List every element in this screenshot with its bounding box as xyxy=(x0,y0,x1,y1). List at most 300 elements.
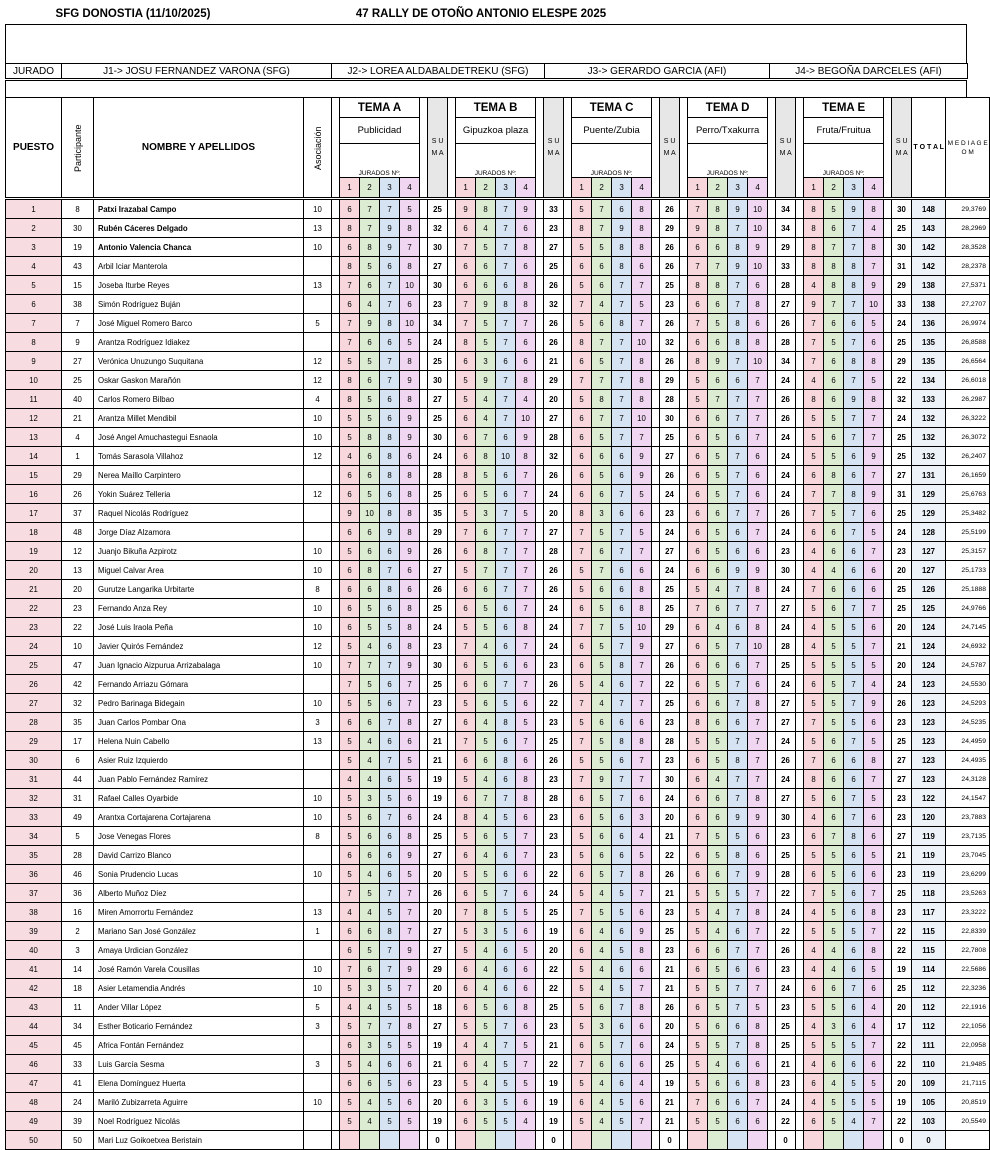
spacer-cell xyxy=(652,409,660,428)
spacer-cell xyxy=(332,1112,340,1131)
suma-cell: 27 xyxy=(544,238,564,257)
score-cell: 6 xyxy=(380,333,400,352)
score-cell: 6 xyxy=(572,656,592,675)
score-cell: 6 xyxy=(824,770,844,789)
score-cell: 5 xyxy=(380,1112,400,1131)
score-cell: 7 xyxy=(572,371,592,390)
score-cell: 7 xyxy=(708,257,728,276)
spacer-cell xyxy=(420,295,428,314)
score-cell: 6 xyxy=(572,485,592,504)
spacer-cell xyxy=(536,542,544,561)
spacer-cell xyxy=(768,485,776,504)
spacer-left xyxy=(332,98,340,198)
suma-cell: 19 xyxy=(544,922,564,941)
score-cell: 5 xyxy=(360,675,380,694)
score-cell: 4 xyxy=(592,922,612,941)
spacer-cell xyxy=(448,1017,456,1036)
participante-cell: 16 xyxy=(62,903,94,922)
score-cell: 6 xyxy=(360,542,380,561)
media-cell: 26,1659 xyxy=(946,466,990,485)
score-cell: 4 xyxy=(360,751,380,770)
total-cell: 132 xyxy=(912,447,946,466)
table-row xyxy=(6,371,990,390)
spacer-cell xyxy=(448,770,456,789)
spacer-cell xyxy=(884,523,892,542)
spacer-cell xyxy=(332,1055,340,1074)
score-cell: 6 xyxy=(592,314,612,333)
score-cell: 9 xyxy=(728,808,748,827)
suma-cell: 34 xyxy=(776,352,796,371)
asociacion-cell xyxy=(304,1074,332,1093)
spacer-cell xyxy=(768,371,776,390)
name-cell: Fernando Arriazu Gómara xyxy=(94,675,304,694)
judge-number: 4 xyxy=(400,178,420,198)
asociacion-cell: 3 xyxy=(304,713,332,732)
score-cell: 6 xyxy=(340,295,360,314)
spacer-cell xyxy=(884,542,892,561)
score-cell: 4 xyxy=(824,561,844,580)
media-cell: 29,3769 xyxy=(946,200,990,219)
suma-cell: 28 xyxy=(660,732,680,751)
asociacion-header: Asociación xyxy=(304,98,332,198)
score-cell: 6 xyxy=(708,504,728,523)
tema-0-subject: Publicidad xyxy=(340,118,420,144)
score-cell: 5 xyxy=(632,846,652,865)
score-cell: 6 xyxy=(456,1055,476,1074)
spacer-cell xyxy=(564,846,572,865)
score-cell: 8 xyxy=(748,618,768,637)
spacer-cell xyxy=(536,371,544,390)
suma-cell: 26 xyxy=(544,561,564,580)
judge-number: 4 xyxy=(516,178,536,198)
score-cell: 5 xyxy=(824,865,844,884)
suma-cell: 24 xyxy=(544,637,564,656)
spacer-cell xyxy=(652,1055,660,1074)
spacer-cell xyxy=(564,276,572,295)
score-cell: 8 xyxy=(864,751,884,770)
spacer-cell xyxy=(564,770,572,789)
score-cell: 6 xyxy=(708,808,728,827)
score-cell: 5 xyxy=(380,1074,400,1093)
media-cell: 22,3236 xyxy=(946,979,990,998)
score-cell: 7 xyxy=(728,409,748,428)
score-cell xyxy=(612,1131,632,1150)
score-cell: 6 xyxy=(688,789,708,808)
score-cell: 9 xyxy=(748,865,768,884)
spacer-cell xyxy=(884,770,892,789)
spacer-cell xyxy=(420,732,428,751)
spacer-cell xyxy=(420,789,428,808)
spacer-cell xyxy=(448,219,456,238)
table-row xyxy=(6,485,990,504)
media-cell: 21,9485 xyxy=(946,1055,990,1074)
score-cell: 4 xyxy=(708,922,728,941)
spacer-cell xyxy=(448,865,456,884)
score-cell: 5 xyxy=(824,694,844,713)
score-cell: 5 xyxy=(360,485,380,504)
participante-cell: 28 xyxy=(62,846,94,865)
spacer-cell xyxy=(796,770,804,789)
score-cell: 8 xyxy=(476,447,496,466)
suma-cell: 24 xyxy=(776,675,796,694)
score-cell: 7 xyxy=(632,428,652,447)
score-cell: 7 xyxy=(844,599,864,618)
puesto-cell: 42 xyxy=(6,979,62,998)
score-cell: 5 xyxy=(516,941,536,960)
score-cell: 4 xyxy=(804,371,824,390)
score-cell xyxy=(844,1131,864,1150)
spacer-cell xyxy=(652,485,660,504)
spacer-cell xyxy=(420,219,428,238)
spacer-cell xyxy=(448,1131,456,1150)
participante-cell: 4 xyxy=(62,428,94,447)
participante-cell: 34 xyxy=(62,1017,94,1036)
score-cell: 4 xyxy=(824,1074,844,1093)
spacer-cell xyxy=(884,257,892,276)
score-cell: 5 xyxy=(476,466,496,485)
score-cell: 5 xyxy=(340,1055,360,1074)
score-cell: 5 xyxy=(456,618,476,637)
suma-cell: 27 xyxy=(776,295,796,314)
score-cell: 7 xyxy=(340,656,360,675)
asociacion-cell: 10 xyxy=(304,428,332,447)
score-cell: 6 xyxy=(400,1074,420,1093)
score-cell: 5 xyxy=(360,599,380,618)
spacer-cell xyxy=(536,998,544,1017)
spacer-cell xyxy=(420,998,428,1017)
score-cell: 6 xyxy=(688,960,708,979)
spacer-cell xyxy=(564,1055,572,1074)
score-cell: 7 xyxy=(804,352,824,371)
spacer-cell xyxy=(884,200,892,219)
jurados-label: JURADOS Nº: xyxy=(340,144,420,178)
score-cell: 6 xyxy=(708,713,728,732)
suma-cell: 24 xyxy=(892,523,912,542)
score-cell: 8 xyxy=(496,751,516,770)
spacer-cell xyxy=(884,751,892,770)
name-cell: Raquel Nicolás Rodríguez xyxy=(94,504,304,523)
sheet-header xyxy=(5,8,967,24)
table-row xyxy=(6,960,990,979)
score-cell: 4 xyxy=(340,447,360,466)
score-cell: 7 xyxy=(496,333,516,352)
score-cell: 5 xyxy=(632,295,652,314)
judge-number: 2 xyxy=(824,178,844,198)
puesto-cell: 48 xyxy=(6,1093,62,1112)
participante-cell: 14 xyxy=(62,960,94,979)
score-cell: 8 xyxy=(456,333,476,352)
score-cell: 6 xyxy=(688,409,708,428)
spacer-left xyxy=(564,98,572,198)
spacer-cell xyxy=(768,200,776,219)
score-cell: 7 xyxy=(592,618,612,637)
spacer-cell xyxy=(884,390,892,409)
spacer-cell xyxy=(796,1131,804,1150)
score-cell: 3 xyxy=(824,1017,844,1036)
table-row xyxy=(6,751,990,770)
spacer-cell xyxy=(884,1112,892,1131)
puesto-cell: 4 xyxy=(6,257,62,276)
suma-cell: 28 xyxy=(428,466,448,485)
spacer-cell xyxy=(448,428,456,447)
score-cell: 5 xyxy=(496,922,516,941)
spacer-cell xyxy=(448,561,456,580)
score-cell: 6 xyxy=(572,466,592,485)
suma-cell: 30 xyxy=(428,428,448,447)
spacer-cell xyxy=(884,732,892,751)
score-cell: 5 xyxy=(688,390,708,409)
score-cell: 4 xyxy=(804,561,824,580)
spacer-cell xyxy=(680,409,688,428)
spacer-cell xyxy=(332,504,340,523)
score-cell: 7 xyxy=(748,523,768,542)
jurados-label: JURADOS Nº: xyxy=(572,144,652,178)
spacer-cell xyxy=(768,428,776,447)
suma-cell: 29 xyxy=(892,352,912,371)
score-cell: 7 xyxy=(688,314,708,333)
media-cell: 26,3072 xyxy=(946,428,990,447)
score-cell: 5 xyxy=(496,1055,516,1074)
spacer-cell xyxy=(564,219,572,238)
spacer-cell xyxy=(884,960,892,979)
score-cell: 6 xyxy=(360,580,380,599)
participante-cell: 47 xyxy=(62,656,94,675)
score-cell: 6 xyxy=(340,922,360,941)
score-cell: 6 xyxy=(380,637,400,656)
score-cell xyxy=(748,1131,768,1150)
spacer-cell xyxy=(332,1093,340,1112)
score-cell: 6 xyxy=(572,922,592,941)
spacer-cell xyxy=(680,352,688,371)
score-cell: 5 xyxy=(804,656,824,675)
spacer-cell xyxy=(564,675,572,694)
score-cell: 6 xyxy=(496,656,516,675)
score-cell: 9 xyxy=(864,447,884,466)
puesto-cell: 13 xyxy=(6,428,62,447)
spacer-cell xyxy=(796,219,804,238)
score-cell: 4 xyxy=(476,941,496,960)
score-cell: 7 xyxy=(632,694,652,713)
score-cell: 6 xyxy=(844,846,864,865)
score-cell: 8 xyxy=(748,333,768,352)
spacer-cell xyxy=(680,922,688,941)
score-cell: 6 xyxy=(804,827,824,846)
suma-cell: 20 xyxy=(660,808,680,827)
score-cell: 8 xyxy=(340,257,360,276)
spacer-cell xyxy=(768,1074,776,1093)
score-cell: 5 xyxy=(360,694,380,713)
name-cell: Rafael Calles Oyarbide xyxy=(94,789,304,808)
spacer-right xyxy=(536,98,544,198)
spacer-cell xyxy=(448,295,456,314)
score-cell: 5 xyxy=(708,485,728,504)
table-row xyxy=(6,637,990,656)
judge-number: 1 xyxy=(688,178,708,198)
spacer-cell xyxy=(652,200,660,219)
participante-cell: 9 xyxy=(62,333,94,352)
total-cell: 123 xyxy=(912,751,946,770)
spacer-cell xyxy=(680,694,688,713)
spacer-cell xyxy=(768,713,776,732)
asociacion-cell: 10 xyxy=(304,789,332,808)
score-cell: 3 xyxy=(592,1017,612,1036)
spacer-cell xyxy=(796,1112,804,1131)
asociacion-cell: 3 xyxy=(304,1055,332,1074)
score-cell: 10 xyxy=(496,447,516,466)
score-cell: 7 xyxy=(516,637,536,656)
spacer-cell xyxy=(332,219,340,238)
spacer-cell xyxy=(332,922,340,941)
suma-cell: 22 xyxy=(544,960,564,979)
spacer-cell xyxy=(536,941,544,960)
score-cell: 5 xyxy=(496,1093,516,1112)
score-cell: 4 xyxy=(476,960,496,979)
spacer-cell xyxy=(680,960,688,979)
total-cell: 124 xyxy=(912,656,946,675)
score-cell: 8 xyxy=(728,333,748,352)
spacer-cell xyxy=(652,333,660,352)
suma-cell: 19 xyxy=(428,1112,448,1131)
score-cell: 8 xyxy=(632,200,652,219)
spacer-cell xyxy=(332,713,340,732)
score-cell: 6 xyxy=(516,808,536,827)
spacer-cell xyxy=(536,485,544,504)
media-cell: 25,6763 xyxy=(946,485,990,504)
name-cell: Carlos Romero Bilbao xyxy=(94,390,304,409)
score-cell: 5 xyxy=(456,827,476,846)
score-cell: 7 xyxy=(728,789,748,808)
puesto-cell: 15 xyxy=(6,466,62,485)
spacer-cell xyxy=(884,865,892,884)
score-cell: 7 xyxy=(824,827,844,846)
spacer-left xyxy=(796,98,804,198)
score-cell: 6 xyxy=(456,580,476,599)
spacer-cell xyxy=(564,751,572,770)
score-cell: 9 xyxy=(688,219,708,238)
score-cell: 5 xyxy=(804,409,824,428)
spacer-cell xyxy=(768,941,776,960)
score-cell: 6 xyxy=(340,941,360,960)
spacer-cell xyxy=(796,1017,804,1036)
suma-cell: 25 xyxy=(892,428,912,447)
suma-cell: 31 xyxy=(892,257,912,276)
score-cell: 8 xyxy=(632,732,652,751)
name-cell: Asier Ruiz Izquierdo xyxy=(94,751,304,770)
suma-cell: 22 xyxy=(544,1055,564,1074)
spacer-cell xyxy=(448,371,456,390)
spacer-cell xyxy=(796,371,804,390)
suma-cell: 24 xyxy=(892,314,912,333)
score-cell: 6 xyxy=(380,1055,400,1074)
score-cell: 7 xyxy=(612,371,632,390)
asociacion-cell: 5 xyxy=(304,314,332,333)
suma-cell: 21 xyxy=(660,1093,680,1112)
table-row xyxy=(6,884,990,903)
spacer-cell xyxy=(536,960,544,979)
suma-cell: 23 xyxy=(776,827,796,846)
participante-cell: 8 xyxy=(62,200,94,219)
score-cell: 7 xyxy=(516,675,536,694)
suma-cell: 29 xyxy=(428,960,448,979)
suma-cell: 32 xyxy=(892,390,912,409)
suma-cell: 25 xyxy=(544,732,564,751)
spacer-cell xyxy=(652,960,660,979)
score-cell: 7 xyxy=(380,751,400,770)
spacer-cell xyxy=(332,466,340,485)
score-cell: 8 xyxy=(632,599,652,618)
judge-number: 1 xyxy=(804,178,824,198)
score-cell: 6 xyxy=(340,713,360,732)
spacer-right xyxy=(768,98,776,198)
score-cell: 8 xyxy=(400,1017,420,1036)
score-cell: 6 xyxy=(804,466,824,485)
score-cell: 6 xyxy=(380,732,400,751)
spacer-cell xyxy=(652,580,660,599)
score-cell: 9 xyxy=(516,428,536,447)
score-cell: 7 xyxy=(748,732,768,751)
score-cell: 6 xyxy=(456,675,476,694)
score-cell: 6 xyxy=(824,390,844,409)
spacer-cell xyxy=(884,485,892,504)
asociacion-cell: 10 xyxy=(304,960,332,979)
spacer-cell xyxy=(332,998,340,1017)
score-cell: 5 xyxy=(400,200,420,219)
score-cell: 5 xyxy=(572,1074,592,1093)
media-cell: 23,3222 xyxy=(946,903,990,922)
media-cell: 26,6564 xyxy=(946,352,990,371)
spacer-cell xyxy=(564,257,572,276)
score-cell: 6 xyxy=(632,1017,652,1036)
score-cell: 9 xyxy=(844,200,864,219)
spacer-cell xyxy=(564,295,572,314)
table-row xyxy=(6,523,990,542)
score-cell: 6 xyxy=(688,295,708,314)
participante-cell: 10 xyxy=(62,637,94,656)
suma-cell: 25 xyxy=(544,998,564,1017)
suma-cell: 20 xyxy=(892,561,912,580)
suma-cell: 0 xyxy=(660,1131,680,1150)
score-cell: 7 xyxy=(844,238,864,257)
spacer-cell xyxy=(448,200,456,219)
media-cell: 24,3128 xyxy=(946,770,990,789)
score-cell: 6 xyxy=(728,428,748,447)
table-row xyxy=(6,466,990,485)
score-cell: 5 xyxy=(824,447,844,466)
score-cell: 7 xyxy=(804,314,824,333)
score-cell xyxy=(728,1131,748,1150)
spacer-cell xyxy=(536,789,544,808)
spacer-cell xyxy=(796,903,804,922)
total-cell: 112 xyxy=(912,979,946,998)
score-cell: 6 xyxy=(516,257,536,276)
score-cell: 7 xyxy=(748,922,768,941)
score-cell: 7 xyxy=(688,827,708,846)
score-cell: 6 xyxy=(824,523,844,542)
total-cell: 123 xyxy=(912,694,946,713)
spacer-cell xyxy=(536,1074,544,1093)
score-cell: 5 xyxy=(516,903,536,922)
participante-cell: 18 xyxy=(62,979,94,998)
suma-cell: 25 xyxy=(428,200,448,219)
score-cell: 5 xyxy=(804,599,824,618)
spacer-cell xyxy=(332,561,340,580)
suma-cell: 27 xyxy=(428,713,448,732)
suma-cell: 25 xyxy=(428,409,448,428)
suma-cell: 19 xyxy=(892,960,912,979)
judge-number: 3 xyxy=(380,178,400,198)
total-cell: 114 xyxy=(912,960,946,979)
spacer-cell xyxy=(884,1074,892,1093)
